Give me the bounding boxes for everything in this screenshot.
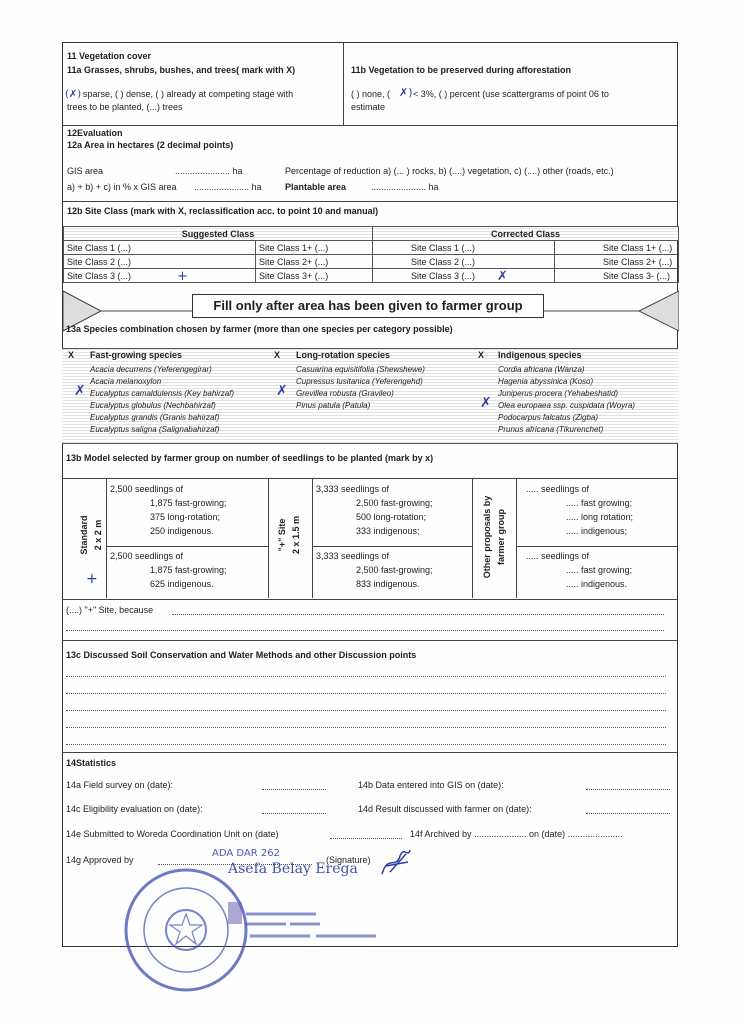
list-item[interactable]: Acacia melanoxylon <box>90 377 162 386</box>
s14e: 14e Submitted to Woreda Coordination Unit on (date) <box>66 829 279 839</box>
formula-value[interactable]: ...................... ha <box>194 182 262 192</box>
write-line[interactable] <box>66 693 666 694</box>
site-model-2-line: 833 indigenous. <box>356 579 420 589</box>
list-item[interactable]: Casuarina equisitifolia (Shewshewe) <box>296 365 425 374</box>
list-item[interactable]: Podocarpus falcatus (Zigba) <box>498 413 599 422</box>
banner-notice: Fill only after area has been given to farmer group <box>192 294 544 318</box>
other-model-1-line[interactable]: ..... long rotation; <box>566 512 634 522</box>
divider <box>472 478 473 598</box>
std-model-1-line: 250 indigenous. <box>150 526 214 536</box>
s14g: 14g Approved by <box>66 855 134 865</box>
s14f: 14f Archived by ..................... on (date) ...................... <box>410 829 623 839</box>
table-cell[interactable]: Site Class 3- (...) <box>555 269 679 283</box>
other-label: Other proposals by <box>482 495 492 579</box>
s12-title: 12Evaluation <box>67 128 123 138</box>
s14a: 14a Field survey on (date): <box>66 780 174 790</box>
list-item[interactable]: Prunus africana (Tikurenchet) <box>498 425 604 434</box>
site-model-2-line: 2,500 fast-growing; <box>356 565 433 575</box>
divider <box>268 478 269 598</box>
mark-x-icon: ✗ <box>276 383 288 399</box>
other-model-1-line[interactable]: ..... indigenous; <box>566 526 628 536</box>
list-item[interactable]: Pinus patula (Patula) <box>296 401 371 410</box>
list-item[interactable]: Eucalyptus camaldulensis (Key bahirzaf) <box>90 389 235 398</box>
mark-x-icon: (✗) <box>65 89 82 100</box>
site-model-2-line: 3,333 seedlings of <box>316 551 390 561</box>
table-cell[interactable]: Site Class 3 (...) <box>64 269 256 283</box>
reduction-line: Percentage of reduction a) (... ) rocks, b) (....) vegetation, c) (....) other (roads, etc.) <box>285 166 614 176</box>
col-x-label: X <box>478 350 485 360</box>
divider <box>516 546 678 547</box>
plantable-value[interactable]: ...................... ha <box>371 182 439 192</box>
site-class-table <box>63 226 679 283</box>
s14d: 14d Result discussed with farmer on (date): <box>358 804 532 814</box>
std-model-2-line: 2,500 seedlings of <box>110 551 184 561</box>
other-model-1-line[interactable]: ..... fast growing; <box>566 498 633 508</box>
mark-cross-icon: + <box>86 571 98 587</box>
write-line[interactable] <box>66 676 666 677</box>
list-item[interactable]: Olea europaea ssp. cuspidata (Woyra) <box>498 401 635 410</box>
standard-label: Standard <box>79 515 89 555</box>
site-label: "+" Site <box>277 518 287 552</box>
std-model-2-line: 1,875 fast-growing; <box>150 565 227 575</box>
divider <box>106 546 268 547</box>
stamp-text: ADA DAR 262 <box>212 848 280 859</box>
because-label: (....) "+" Site, because <box>66 605 154 615</box>
table-cell[interactable]: Site Class 1+ (...) <box>555 241 679 255</box>
table-cell[interactable]: Site Class 3+ (...) <box>256 269 373 283</box>
table-cell[interactable]: Site Class 1+ (...) <box>256 241 373 255</box>
date-field[interactable] <box>262 789 326 790</box>
approver-name: Asefa Belay Erega <box>228 861 358 877</box>
table-row <box>64 255 679 269</box>
s11b-label: 11b Vegetation to be preserved during afforestation <box>351 65 572 75</box>
s14c: 14c Eligibility evaluation on (date): <box>66 804 203 814</box>
site-dim: 2 x 1.5 m <box>291 515 301 555</box>
divider <box>62 640 678 641</box>
list-item[interactable]: Cupressus lusitanica (Yeferengehd) <box>296 377 423 386</box>
table-row <box>64 269 679 283</box>
other-model-2-line[interactable]: ..... seedlings of <box>526 551 590 561</box>
s11a-options-2: trees to be planted, (...) trees <box>67 102 183 112</box>
suggested-class-header: Suggested Class <box>64 227 373 241</box>
table-cell[interactable]: Site Class 2+ (...) <box>555 255 679 269</box>
table-row <box>64 241 679 255</box>
gis-area-value[interactable]: ...................... ha <box>175 166 243 176</box>
site-model-1-line: 3,333 seedlings of <box>316 484 390 494</box>
site-model-1-line: 333 indigenous; <box>356 526 420 536</box>
list-item[interactable]: Acacia decurrens (Yeferengegirar) <box>90 365 212 374</box>
table-cell[interactable]: Site Class 2 (...) <box>373 255 555 269</box>
write-line[interactable] <box>66 727 666 728</box>
std-model-1-line: 375 long-rotation; <box>150 512 221 522</box>
formula-label: a) + b) + c) in % x GIS area <box>67 182 177 192</box>
s11-title: 11 Vegetation cover <box>67 51 152 61</box>
col-x-label: X <box>274 350 281 360</box>
site-model-1-line: 500 long-rotation; <box>356 512 427 522</box>
date-field[interactable] <box>586 789 670 790</box>
list-item[interactable]: Eucalyptus globulus (Nechbahirzaf) <box>90 401 216 410</box>
list-item[interactable]: Juniperus procera (Yehabeshatid) <box>498 389 619 398</box>
other-model-2-line[interactable]: ..... indigenous. <box>566 579 628 589</box>
write-line[interactable] <box>66 710 666 711</box>
signature-label: (Signature) <box>326 855 371 865</box>
mark-cross-icon: + <box>177 269 188 284</box>
fast-growing-header: Fast-growing species <box>90 350 183 360</box>
list-item[interactable]: Eucalyptus grandis (Granis bahirzaf) <box>90 413 220 422</box>
divider <box>516 478 517 598</box>
s11a-options-1: sparse, ( ) dense, ( ) already at competing stage with <box>83 89 294 99</box>
table-cell[interactable]: Site Class 1 (...) <box>64 241 256 255</box>
std-model-2-line: 625 indigenous. <box>150 579 214 589</box>
col-x-label: X <box>68 350 75 360</box>
table-cell[interactable]: Site Class 2 (...) <box>64 255 256 269</box>
s11a-label: 11a Grasses, shrubs, bushes, and trees( mark with X) <box>67 65 296 75</box>
table-cell[interactable]: Site Class 2+ (...) <box>256 255 373 269</box>
divider <box>63 201 677 202</box>
indigenous-header: Indigenous species <box>498 350 582 360</box>
date-field[interactable] <box>330 838 402 839</box>
write-line[interactable] <box>172 614 664 615</box>
write-line[interactable] <box>66 744 666 745</box>
gis-area-label: GIS area <box>67 166 104 176</box>
list-item[interactable]: Cordia africana (Wanza) <box>498 365 585 374</box>
other-model-2-line[interactable]: ..... fast growing; <box>566 565 633 575</box>
s12a-label: 12a Area in hectares (2 decimal points) <box>67 140 234 150</box>
s13a-label: 13a Species combination chosen by farmer (more than one species per category possible) <box>66 324 453 334</box>
date-field[interactable] <box>262 813 326 814</box>
mark-x-icon: ✗ <box>480 395 492 411</box>
divider <box>312 546 472 547</box>
write-line[interactable] <box>66 630 664 631</box>
s11b-options-3: estimate <box>351 102 386 112</box>
s12b-label: 12b Site Class (mark with X, reclassification acc. to point 10 and manual) <box>67 206 379 216</box>
s13b-label: 13b Model selected by farmer group on number of seedlings to be planted (mark by x) <box>66 453 434 463</box>
s14-title: 14Statistics <box>66 758 117 768</box>
stamp-block-icon <box>240 900 390 950</box>
table-cell[interactable]: Site Class 3 (...) <box>373 269 555 283</box>
divider <box>312 478 313 598</box>
list-item[interactable]: Eucalyptus saligna (Salignabahirzaf) <box>90 425 220 434</box>
s11b-options-2: < 3%, ( ) percent (use scattergrams of point 06 to <box>413 89 609 99</box>
signature-scribble-icon <box>378 844 414 880</box>
divider <box>343 43 344 125</box>
mark-x-icon: ✗ <box>497 269 508 284</box>
s13c-label: 13c Discussed Soil Conservation and Water Methods and other Discussion points <box>66 650 417 660</box>
s14b: 14b Data entered into GIS on (date): <box>358 780 504 790</box>
other-label-2: farmer group <box>496 509 506 566</box>
date-field[interactable] <box>586 813 670 814</box>
list-item[interactable]: Grevillea robusta (Gravileo) <box>296 389 394 398</box>
corrected-class-header: Corrected Class <box>373 227 679 241</box>
mark-x-icon: ✗) <box>399 86 413 99</box>
long-rotation-header: Long-rotation species <box>296 350 391 360</box>
site-model-1-line: 2,500 fast-growing; <box>356 498 433 508</box>
divider <box>106 478 107 598</box>
std-model-1-line: 2,500 seedlings of <box>110 484 184 494</box>
plantable-label: Plantable area <box>285 182 347 192</box>
other-model-1-line[interactable]: ..... seedlings of <box>526 484 590 494</box>
divider <box>62 752 678 753</box>
s11b-options-1: ( ) none, ( <box>351 89 391 99</box>
mark-x-icon: ✗ <box>74 383 86 399</box>
table-cell[interactable]: Site Class 1 (...) <box>373 241 555 255</box>
list-item[interactable]: Hagenia abyssinica (Koso) <box>498 377 594 386</box>
divider <box>63 125 677 126</box>
std-model-1-line: 1,875 fast-growing; <box>150 498 227 508</box>
standard-dim: 2 x 2 m <box>93 519 103 551</box>
